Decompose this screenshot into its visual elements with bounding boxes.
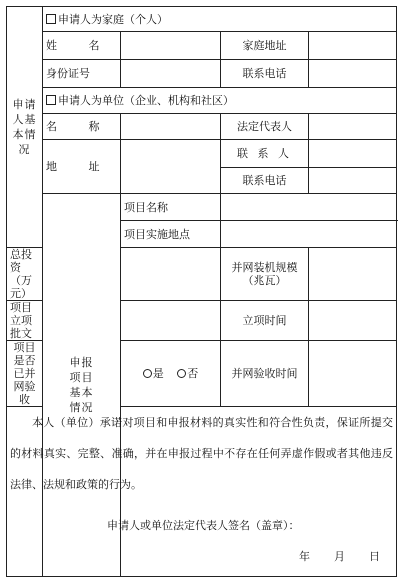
declaration-block: [7, 407, 397, 577]
household-checkbox[interactable]: [46, 14, 56, 24]
approval-time-field[interactable]: [309, 301, 397, 341]
unit-contact-field[interactable]: [309, 140, 397, 168]
project-location-label: 项目实施地点: [121, 221, 221, 248]
applicant-section-label-text: 申请人基本情况: [12, 98, 37, 156]
acceptance-label: 项目是否已并网验收: [7, 341, 43, 407]
unit-option-row[interactable]: [43, 88, 397, 114]
household-phone-label: 联系电话: [221, 60, 309, 88]
year-label: 年: [299, 550, 310, 563]
household-name-label: 姓 名: [43, 32, 121, 60]
acceptance-radio-group: [121, 341, 221, 407]
household-option-label: 申请人为家庭（个人）: [58, 12, 168, 26]
investment-field[interactable]: [121, 248, 221, 301]
applicant-section-label: [7, 7, 43, 248]
household-name-field[interactable]: [121, 32, 221, 60]
project-name-label: 项目名称: [121, 194, 221, 221]
unit-checkbox[interactable]: [46, 95, 56, 105]
month-label: 月: [334, 550, 345, 563]
unit-phone-field[interactable]: [309, 168, 397, 194]
acceptance-time-field[interactable]: [309, 341, 397, 407]
approval-label: 项目立项批文: [7, 301, 43, 341]
unit-legal-rep-label: 法定代表人: [221, 114, 309, 140]
declaration-text: 本人（单位）承诺对项目和申报材料的真实性和符合性负责，保证所提交的材料真实、完整、准确，并在申报过程中不存在任何弄虚作假或者其他违反法律、法规和政策的行为。: [10, 416, 393, 491]
acceptance-yes-label: 是: [152, 367, 164, 380]
project-section-label-text: 申报项目基本情况: [69, 356, 94, 414]
acceptance-yes-option[interactable]: [143, 367, 164, 380]
acceptance-no-radio[interactable]: [177, 369, 186, 378]
application-form-table: [6, 6, 397, 577]
signature-label: 申请人或单位法定代表人签名（盖章）：: [107, 519, 300, 532]
unit-address-field[interactable]: [121, 140, 221, 194]
day-label: 日: [369, 550, 380, 563]
unit-option-label: 申请人为单位（企业、机构和社区）: [58, 94, 234, 107]
household-option-row[interactable]: [43, 7, 397, 32]
unit-name-label: 名 称: [43, 114, 121, 140]
project-name-field[interactable]: [221, 194, 397, 221]
unit-phone-label: 联系电话: [221, 168, 309, 194]
capacity-label: 并网装机规模（兆瓦）: [221, 248, 309, 301]
household-id-label: 身份证号: [43, 60, 121, 88]
signature-date: [299, 550, 380, 563]
acceptance-no-option[interactable]: [177, 367, 198, 380]
acceptance-no-label: 否: [187, 367, 199, 380]
acceptance-time-label: 并网验收时间: [221, 341, 309, 407]
approval-field[interactable]: [121, 301, 221, 341]
capacity-field[interactable]: [309, 248, 397, 301]
project-location-field[interactable]: [221, 221, 397, 248]
approval-time-label: 立项时间: [221, 301, 309, 341]
household-phone-field[interactable]: [309, 60, 397, 88]
household-address-field[interactable]: [309, 32, 397, 60]
acceptance-yes-radio[interactable]: [143, 369, 152, 378]
unit-name-field[interactable]: [121, 114, 221, 140]
unit-contact-label: 联 系 人: [221, 140, 309, 168]
unit-legal-rep-field[interactable]: [309, 114, 397, 140]
investment-label: 总投资（万元）: [7, 248, 43, 301]
household-address-label: 家庭地址: [221, 32, 309, 60]
unit-address-label: 地 址: [43, 140, 121, 194]
household-id-field[interactable]: [121, 60, 221, 88]
